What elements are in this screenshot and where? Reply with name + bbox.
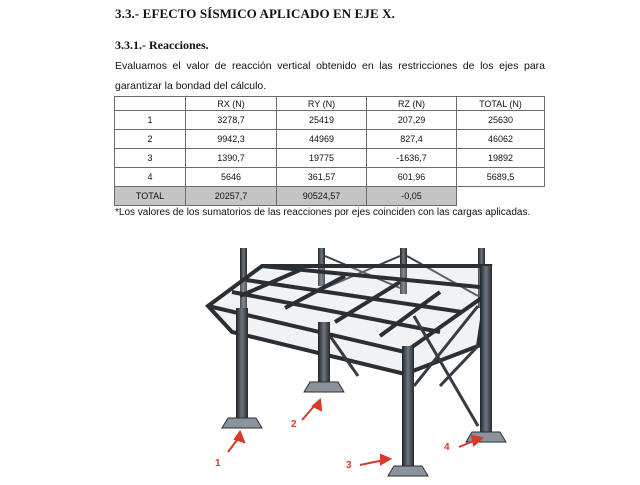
table-row [115, 149, 545, 168]
support-label-1: 1 [215, 458, 221, 469]
table-cell: 19892 [457, 149, 545, 168]
table-cell: 3278,7 [186, 111, 277, 130]
table-row [115, 130, 545, 149]
table-cell: 207,29 [367, 111, 457, 130]
support-label-2: 2 [291, 419, 297, 430]
row-label: 2 [115, 130, 186, 149]
total-label: TOTAL [115, 187, 186, 206]
section-heading: 3.3.- EFECTO SÍSMICO APLICADO EN EJE X. [115, 6, 395, 21]
table-cell: 827,4 [367, 130, 457, 149]
intro-paragraph: Evaluamos el valor de reacción vertical obtenido en las restricciones de los ejes para garantizar la bondad del cálculo. [115, 60, 545, 92]
table-cell: 19775 [277, 149, 367, 168]
subsection-heading: 3.3.1.- Reacciones. [115, 38, 209, 52]
table-cell: 44969 [277, 130, 367, 149]
header-cell-rz: RZ (N) [367, 97, 457, 111]
table-cell: 46062 [457, 130, 545, 149]
table-cell: 5646 [186, 168, 277, 187]
total-cell-empty [457, 187, 545, 206]
header-cell-ry: RY (N) [277, 97, 367, 111]
row-label: 4 [115, 168, 186, 187]
table-total-row [115, 187, 545, 206]
support-label-3: 3 [346, 460, 352, 471]
header-cell-rx: RX (N) [186, 97, 277, 111]
header-cell-empty [115, 97, 186, 111]
base-plates [222, 382, 506, 476]
table-row [115, 168, 545, 187]
structure-figure [0, 236, 640, 480]
table-cell: 25630 [457, 111, 545, 130]
table-header-row [115, 97, 545, 111]
table-cell: 601,96 [367, 168, 457, 187]
table-cell: 1390,7 [186, 149, 277, 168]
row-label: 1 [115, 111, 186, 130]
table-cell: 25419 [277, 111, 367, 130]
table-cell: -1636,7 [367, 149, 457, 168]
table-cell: 361,57 [277, 168, 367, 187]
header-cell-total: TOTAL (N) [457, 97, 545, 111]
row-label: 3 [115, 149, 186, 168]
support-label-4: 4 [444, 442, 450, 453]
platform-deck [208, 266, 490, 374]
steel-structure-drawing [0, 236, 640, 480]
table-row [115, 111, 545, 130]
footnote: *Los valores de los sumatorios de las reacciones por ejes coinciden con las cargas aplicadas. [115, 207, 531, 218]
reaction-arrows [228, 400, 482, 465]
table-cell: 9942,3 [186, 130, 277, 149]
reactions-table [114, 96, 545, 206]
total-cell-rx: 20257,7 [186, 187, 277, 206]
total-cell-rz: -0,05 [367, 187, 457, 206]
total-cell-ry: 90524,57 [277, 187, 367, 206]
table-cell: 5689,5 [457, 168, 545, 187]
